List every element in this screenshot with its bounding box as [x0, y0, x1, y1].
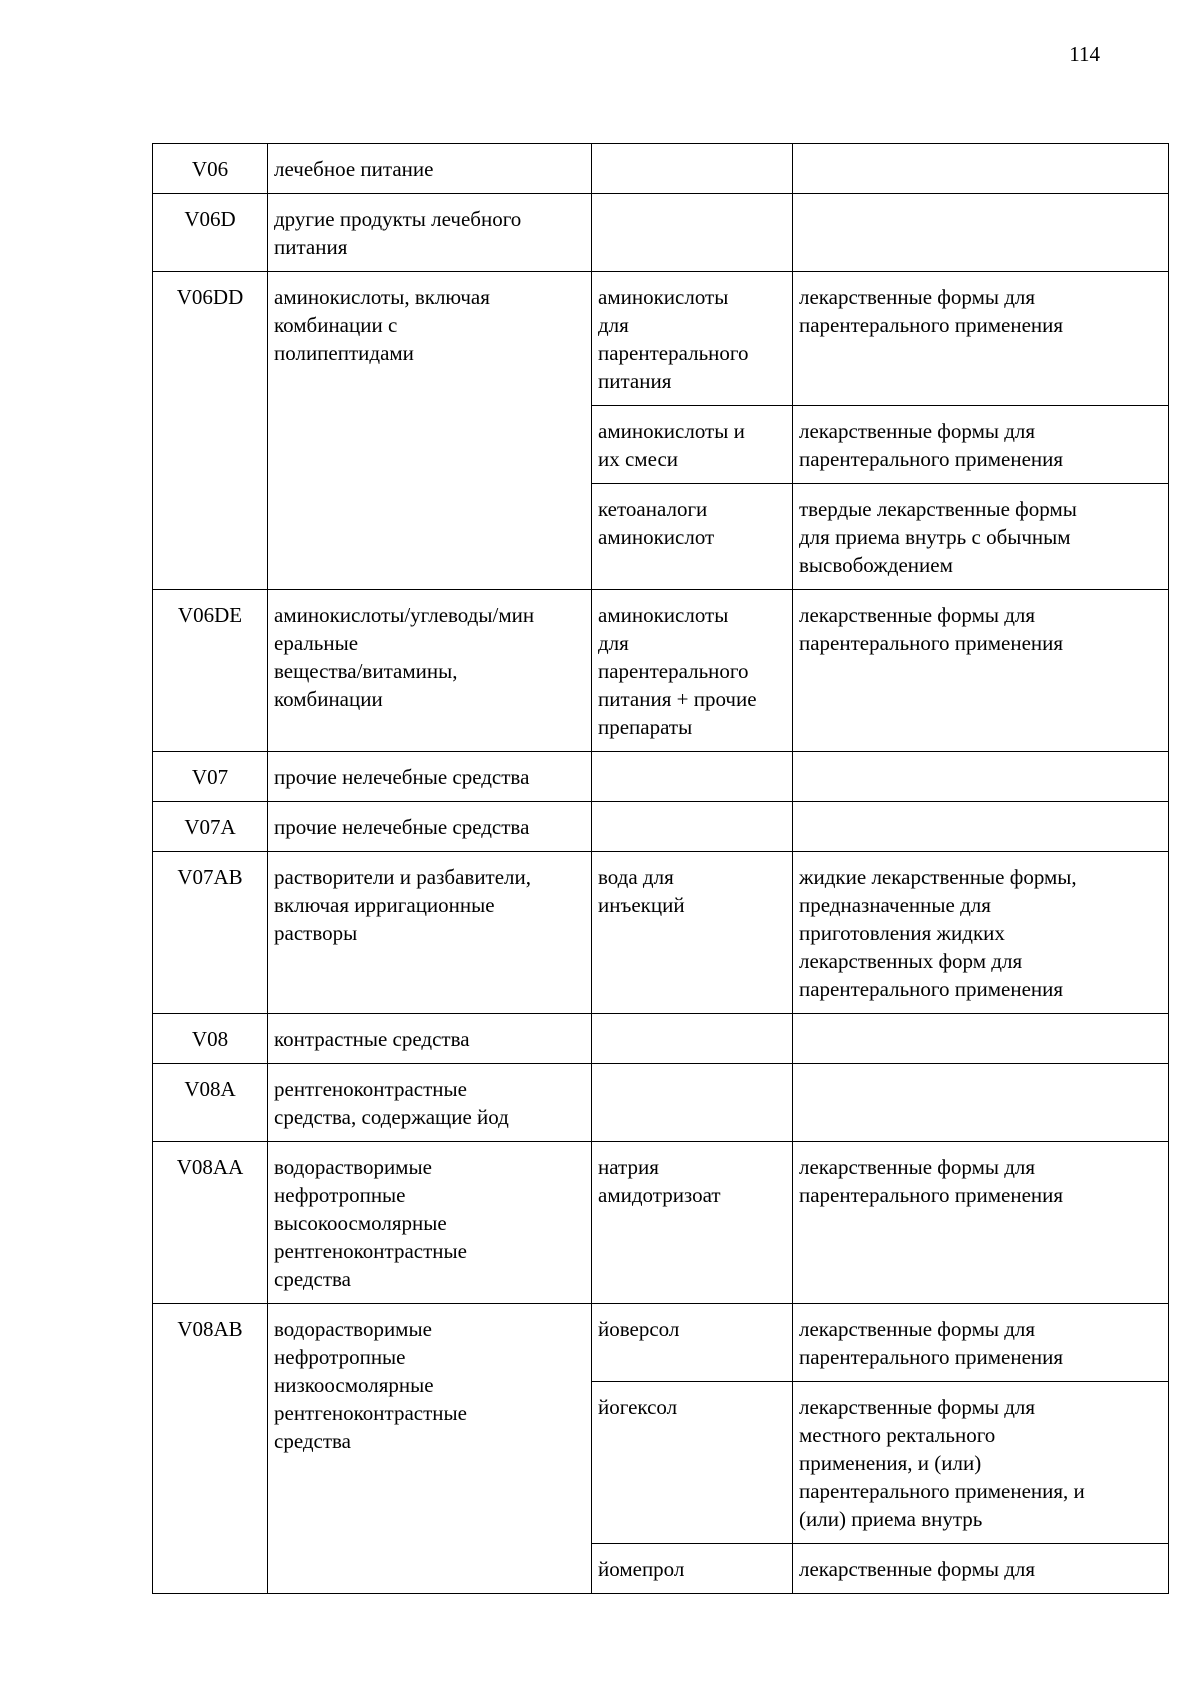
text-line: парентерального применения: [799, 631, 1064, 655]
drug-name-cell-text: [598, 495, 786, 551]
atc-group-cell: [268, 272, 592, 590]
text-line: лекарственные формы для: [799, 1557, 1036, 1581]
table-row: [153, 852, 1169, 1014]
drug-name-cell-text: [598, 1555, 786, 1583]
atc-group-cell-text: [274, 205, 585, 261]
atc-group-cell: [268, 752, 592, 802]
text-line: парентерального: [598, 659, 749, 683]
drug-classification-table: [152, 143, 1169, 1594]
text-line: полипептидами: [274, 341, 414, 365]
dosage-form-cell: [793, 1142, 1169, 1304]
atc-code-cell: V08AA: [153, 1142, 268, 1304]
text-line: питания: [598, 369, 672, 393]
text-line: кетоаналоги: [598, 497, 708, 521]
atc-code-cell: V07AB: [153, 852, 268, 1014]
dosage-form-cell: [793, 144, 1169, 194]
text-line: нефротропные: [274, 1183, 406, 1207]
drug-name-cell-text: [598, 1315, 786, 1343]
text-line: аминокислоты/углеводы/мин: [274, 603, 535, 627]
text-line: лекарственные формы для: [799, 1395, 1036, 1419]
table-row: [153, 144, 1169, 194]
page-number: 114: [1069, 42, 1100, 66]
text-line: лекарственные формы для: [799, 285, 1036, 309]
drug-name-cell: [592, 144, 793, 194]
atc-group-cell: [268, 144, 592, 194]
text-line: питания + прочие: [598, 687, 757, 711]
text-line: аминокислоты: [598, 285, 729, 309]
atc-group-cell: [268, 590, 592, 752]
atc-group-cell-text: [274, 1315, 585, 1455]
drug-name-cell: [592, 590, 793, 752]
table-row: [153, 1142, 1169, 1304]
table-row: [153, 1064, 1169, 1142]
text-line: лекарственные формы для: [799, 603, 1036, 627]
text-line: аминокислот: [598, 525, 715, 549]
atc-group-cell: [268, 1014, 592, 1064]
atc-code-cell: V08: [153, 1014, 268, 1064]
drug-name-cell-text: [598, 283, 786, 395]
dosage-form-cell: [793, 1014, 1169, 1064]
atc-group-cell-text: [274, 283, 585, 367]
atc-code-cell: V06: [153, 144, 268, 194]
drug-name-cell: [592, 752, 793, 802]
text-line: рентгеноконтрастные: [274, 1239, 467, 1263]
atc-group-cell: [268, 194, 592, 272]
text-line: жидкие лекарственные формы,: [799, 865, 1077, 889]
text-line: средства, содержащие йод: [274, 1105, 509, 1129]
drug-name-cell: [592, 852, 793, 1014]
text-line: аминокислоты, включая: [274, 285, 490, 309]
atc-group-cell-text: [274, 155, 585, 183]
text-line: (или) приема внутрь: [799, 1507, 983, 1531]
dosage-form-cell-text: [799, 601, 1162, 657]
text-line: применения, и (или): [799, 1451, 982, 1475]
atc-code-cell: V08AB: [153, 1304, 268, 1594]
drug-name-cell: [592, 802, 793, 852]
drug-name-cell: [592, 484, 793, 590]
text-line: лекарственные формы для: [799, 1155, 1036, 1179]
dosage-form-cell-text: [799, 283, 1162, 339]
text-line: амидотризоат: [598, 1183, 721, 1207]
text-line: предназначенные для: [799, 893, 991, 917]
table-row: [153, 1304, 1169, 1382]
atc-group-cell-text: [274, 1075, 585, 1131]
dosage-form-cell-text: [799, 495, 1162, 579]
text-line: еральные: [274, 631, 359, 655]
text-line: парентерального применения: [799, 1183, 1064, 1207]
text-line: лекарственных форм для: [799, 949, 1023, 973]
text-line: их смеси: [598, 447, 679, 471]
text-line: прочие нелечебные средства: [274, 815, 530, 839]
text-line: другие продукты лечебного: [274, 207, 522, 231]
text-line: водорастворимые: [274, 1317, 432, 1341]
table-row: [153, 590, 1169, 752]
drug-name-cell: [592, 406, 793, 484]
drug-name-cell-text: [598, 1153, 786, 1209]
text-line: высокоосмолярные: [274, 1211, 447, 1235]
dosage-form-cell-text: [799, 1555, 1162, 1583]
text-line: вода для: [598, 865, 674, 889]
text-line: нефротропные: [274, 1345, 406, 1369]
text-line: твердые лекарственные формы: [799, 497, 1077, 521]
text-line: контрастные средства: [274, 1027, 470, 1051]
text-line: низкоосмолярные: [274, 1373, 434, 1397]
atc-code-cell: V08A: [153, 1064, 268, 1142]
dosage-form-cell-text: [799, 1315, 1162, 1371]
text-line: средства: [274, 1267, 352, 1291]
text-line: вещества/витамины,: [274, 659, 458, 683]
text-line: йомепрол: [598, 1557, 685, 1581]
text-line: йоверсол: [598, 1317, 680, 1341]
atc-code-cell: V07: [153, 752, 268, 802]
dosage-form-cell-text: [799, 1393, 1162, 1533]
dosage-form-cell: [793, 802, 1169, 852]
text-line: растворители и разбавители,: [274, 865, 532, 889]
dosage-form-cell: [793, 1304, 1169, 1382]
text-line: парентерального применения: [799, 977, 1064, 1001]
text-line: аминокислоты: [598, 603, 729, 627]
dosage-form-cell-text: [799, 1153, 1162, 1209]
text-line: растворы: [274, 921, 358, 945]
atc-group-cell-text: [274, 863, 585, 947]
dosage-form-cell-text: [799, 417, 1162, 473]
text-line: парентерального применения: [799, 447, 1064, 471]
atc-code-cell: V06DD: [153, 272, 268, 590]
text-line: прочие нелечебные средства: [274, 765, 530, 789]
text-line: комбинации с: [274, 313, 398, 337]
drug-name-cell: [592, 194, 793, 272]
text-line: йогексол: [598, 1395, 678, 1419]
dosage-form-cell: [793, 272, 1169, 406]
atc-code-cell: V06DE: [153, 590, 268, 752]
drug-name-cell: [592, 1382, 793, 1544]
drug-name-cell-text: [598, 863, 786, 919]
table-row: [153, 1014, 1169, 1064]
atc-group-cell-text: [274, 601, 585, 713]
atc-group-cell: [268, 1064, 592, 1142]
text-line: инъекций: [598, 893, 685, 917]
text-line: местного ректального: [799, 1423, 996, 1447]
text-line: препараты: [598, 715, 693, 739]
text-line: лечебное питание: [274, 157, 434, 181]
drug-name-cell-text: [598, 1393, 786, 1421]
text-line: аминокислоты и: [598, 419, 745, 443]
text-line: высвобождением: [799, 553, 953, 577]
atc-group-cell-text: [274, 813, 585, 841]
text-line: для приема внутрь с обычным: [799, 525, 1071, 549]
atc-group-cell: [268, 1142, 592, 1304]
dosage-form-cell: [793, 406, 1169, 484]
text-line: для: [598, 313, 629, 337]
table-row: [153, 752, 1169, 802]
atc-group-cell: [268, 802, 592, 852]
text-line: натрия: [598, 1155, 659, 1179]
dosage-form-cell: [793, 852, 1169, 1014]
atc-code-cell: V06D: [153, 194, 268, 272]
text-line: парентерального: [598, 341, 749, 365]
table-row: [153, 272, 1169, 406]
dosage-form-cell: [793, 1382, 1169, 1544]
atc-group-cell-text: [274, 1025, 585, 1053]
atc-code-cell: V07A: [153, 802, 268, 852]
text-line: рентгеноконтрастные: [274, 1401, 467, 1425]
text-line: для: [598, 631, 629, 655]
atc-group-cell: [268, 852, 592, 1014]
dosage-form-cell-text: [799, 863, 1162, 1003]
drug-name-cell: [592, 1304, 793, 1382]
drug-name-cell-text: [598, 601, 786, 741]
dosage-form-cell: [793, 752, 1169, 802]
dosage-form-cell: [793, 194, 1169, 272]
atc-group-cell: [268, 1304, 592, 1594]
text-line: парентерального применения, и: [799, 1479, 1085, 1503]
table-row: [153, 802, 1169, 852]
drug-name-cell: [592, 1544, 793, 1594]
atc-group-cell-text: [274, 1153, 585, 1293]
text-line: лекарственные формы для: [799, 419, 1036, 443]
text-line: рентгеноконтрастные: [274, 1077, 467, 1101]
text-line: включая ирригационные: [274, 893, 495, 917]
text-line: питания: [274, 235, 348, 259]
text-line: лекарственные формы для: [799, 1317, 1036, 1341]
text-line: приготовления жидких: [799, 921, 1005, 945]
dosage-form-cell: [793, 1064, 1169, 1142]
drug-name-cell: [592, 1064, 793, 1142]
table-row: [153, 194, 1169, 272]
dosage-form-cell: [793, 590, 1169, 752]
drug-name-cell-text: [598, 417, 786, 473]
text-line: водорастворимые: [274, 1155, 432, 1179]
drug-name-cell: [592, 1142, 793, 1304]
text-line: парентерального применения: [799, 313, 1064, 337]
drug-name-cell: [592, 272, 793, 406]
text-line: комбинации: [274, 687, 383, 711]
drug-name-cell: [592, 1014, 793, 1064]
text-line: средства: [274, 1429, 352, 1453]
dosage-form-cell: [793, 1544, 1169, 1594]
atc-group-cell-text: [274, 763, 585, 791]
text-line: парентерального применения: [799, 1345, 1064, 1369]
dosage-form-cell: [793, 484, 1169, 590]
